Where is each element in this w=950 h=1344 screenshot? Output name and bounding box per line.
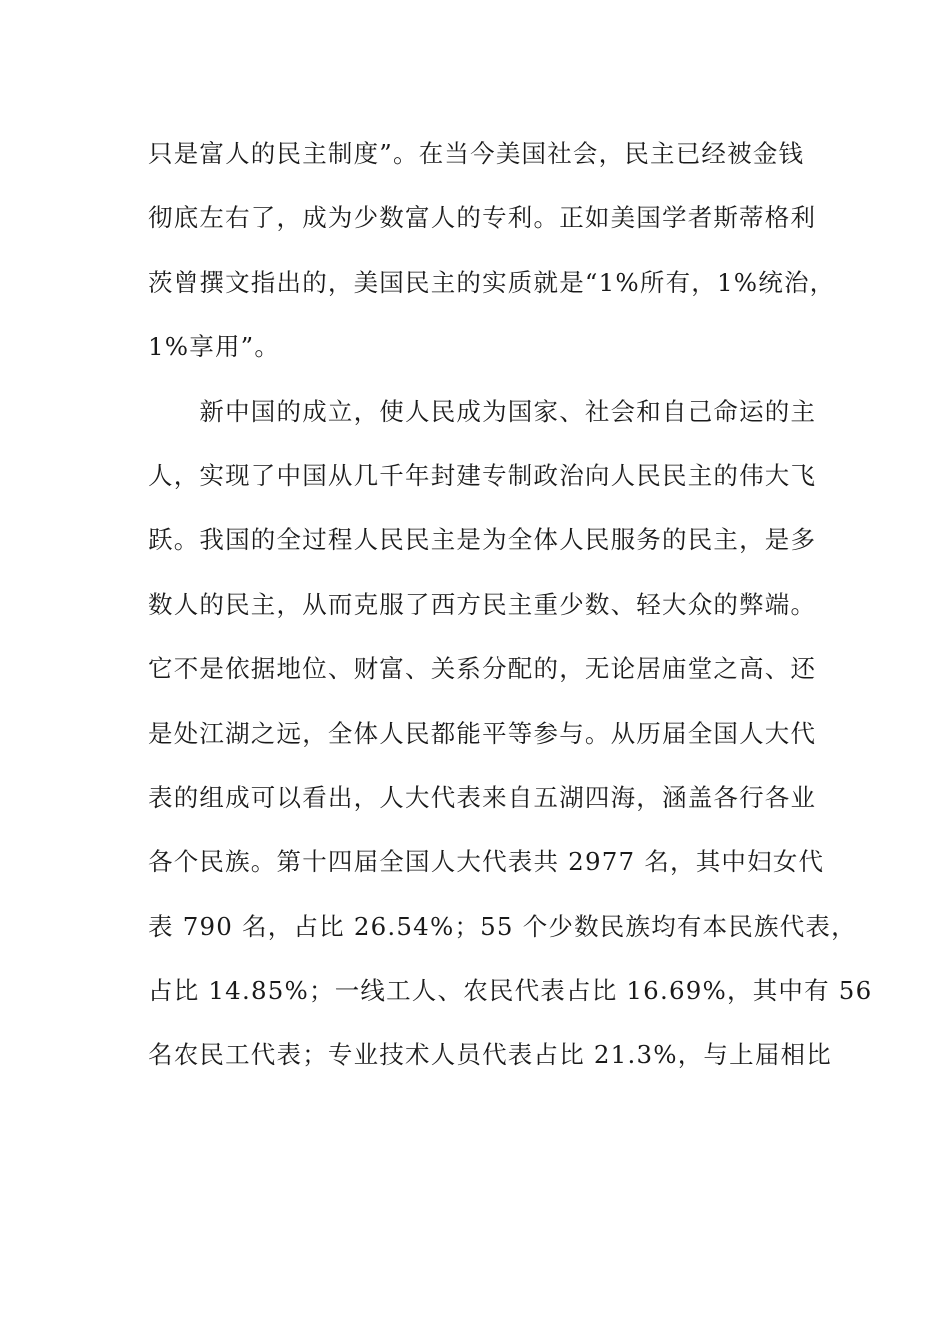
paragraph-2 [148, 392, 873, 1076]
text-line: 彻底左右了，成为少数富人的专利。正如美国学者斯蒂格利 [148, 203, 817, 233]
text-line: 跃。我国的全过程人民民主是为全体人民服务的民主，是多 [148, 525, 817, 555]
text-line: 占比 14.85%；一线工人、农民代表占比 16.69%，其中有 56 [148, 976, 873, 1006]
text-line: 表的组成可以看出，人大代表来自五湖四海，涵盖各行各业 [148, 782, 817, 812]
text-line: 各个民族。第十四届全国人大代表共 2977 名，其中妇女代 [148, 847, 825, 877]
text-line: 人，实现了中国从几千年封建专制政治向人民民主的伟大飞 [148, 460, 817, 490]
text-line: 茨曾撰文指出的，美国民主的实质就是“1%所有，1%统治， [148, 267, 836, 297]
paragraph-1 [148, 134, 836, 392]
text-line: 新中国的成立，使人民成为国家、社会和自己命运的主 [148, 396, 817, 426]
document-body [148, 134, 873, 1075]
text-line: 是处江湖之远，全体人民都能平等参与。从历届全国人大代 [148, 718, 817, 748]
text-line: 表 790 名，占比 26.54%；55 个少数民族均有本民族代表， [148, 911, 857, 941]
text-line: 数人的民主，从而克服了西方民主重少数、轻大众的弊端。 [148, 589, 817, 619]
text-line: 它不是依据地位、财富、关系分配的，无论居庙堂之高、还 [148, 654, 817, 684]
text-line: 1%享用”。 [148, 332, 281, 362]
text-line: 名农民工代表；专业技术人员代表占比 21.3%，与上届相比 [148, 1040, 832, 1070]
text-line: 只是富人的民主制度”。在当今美国社会，民主已经被金钱 [148, 139, 805, 168]
